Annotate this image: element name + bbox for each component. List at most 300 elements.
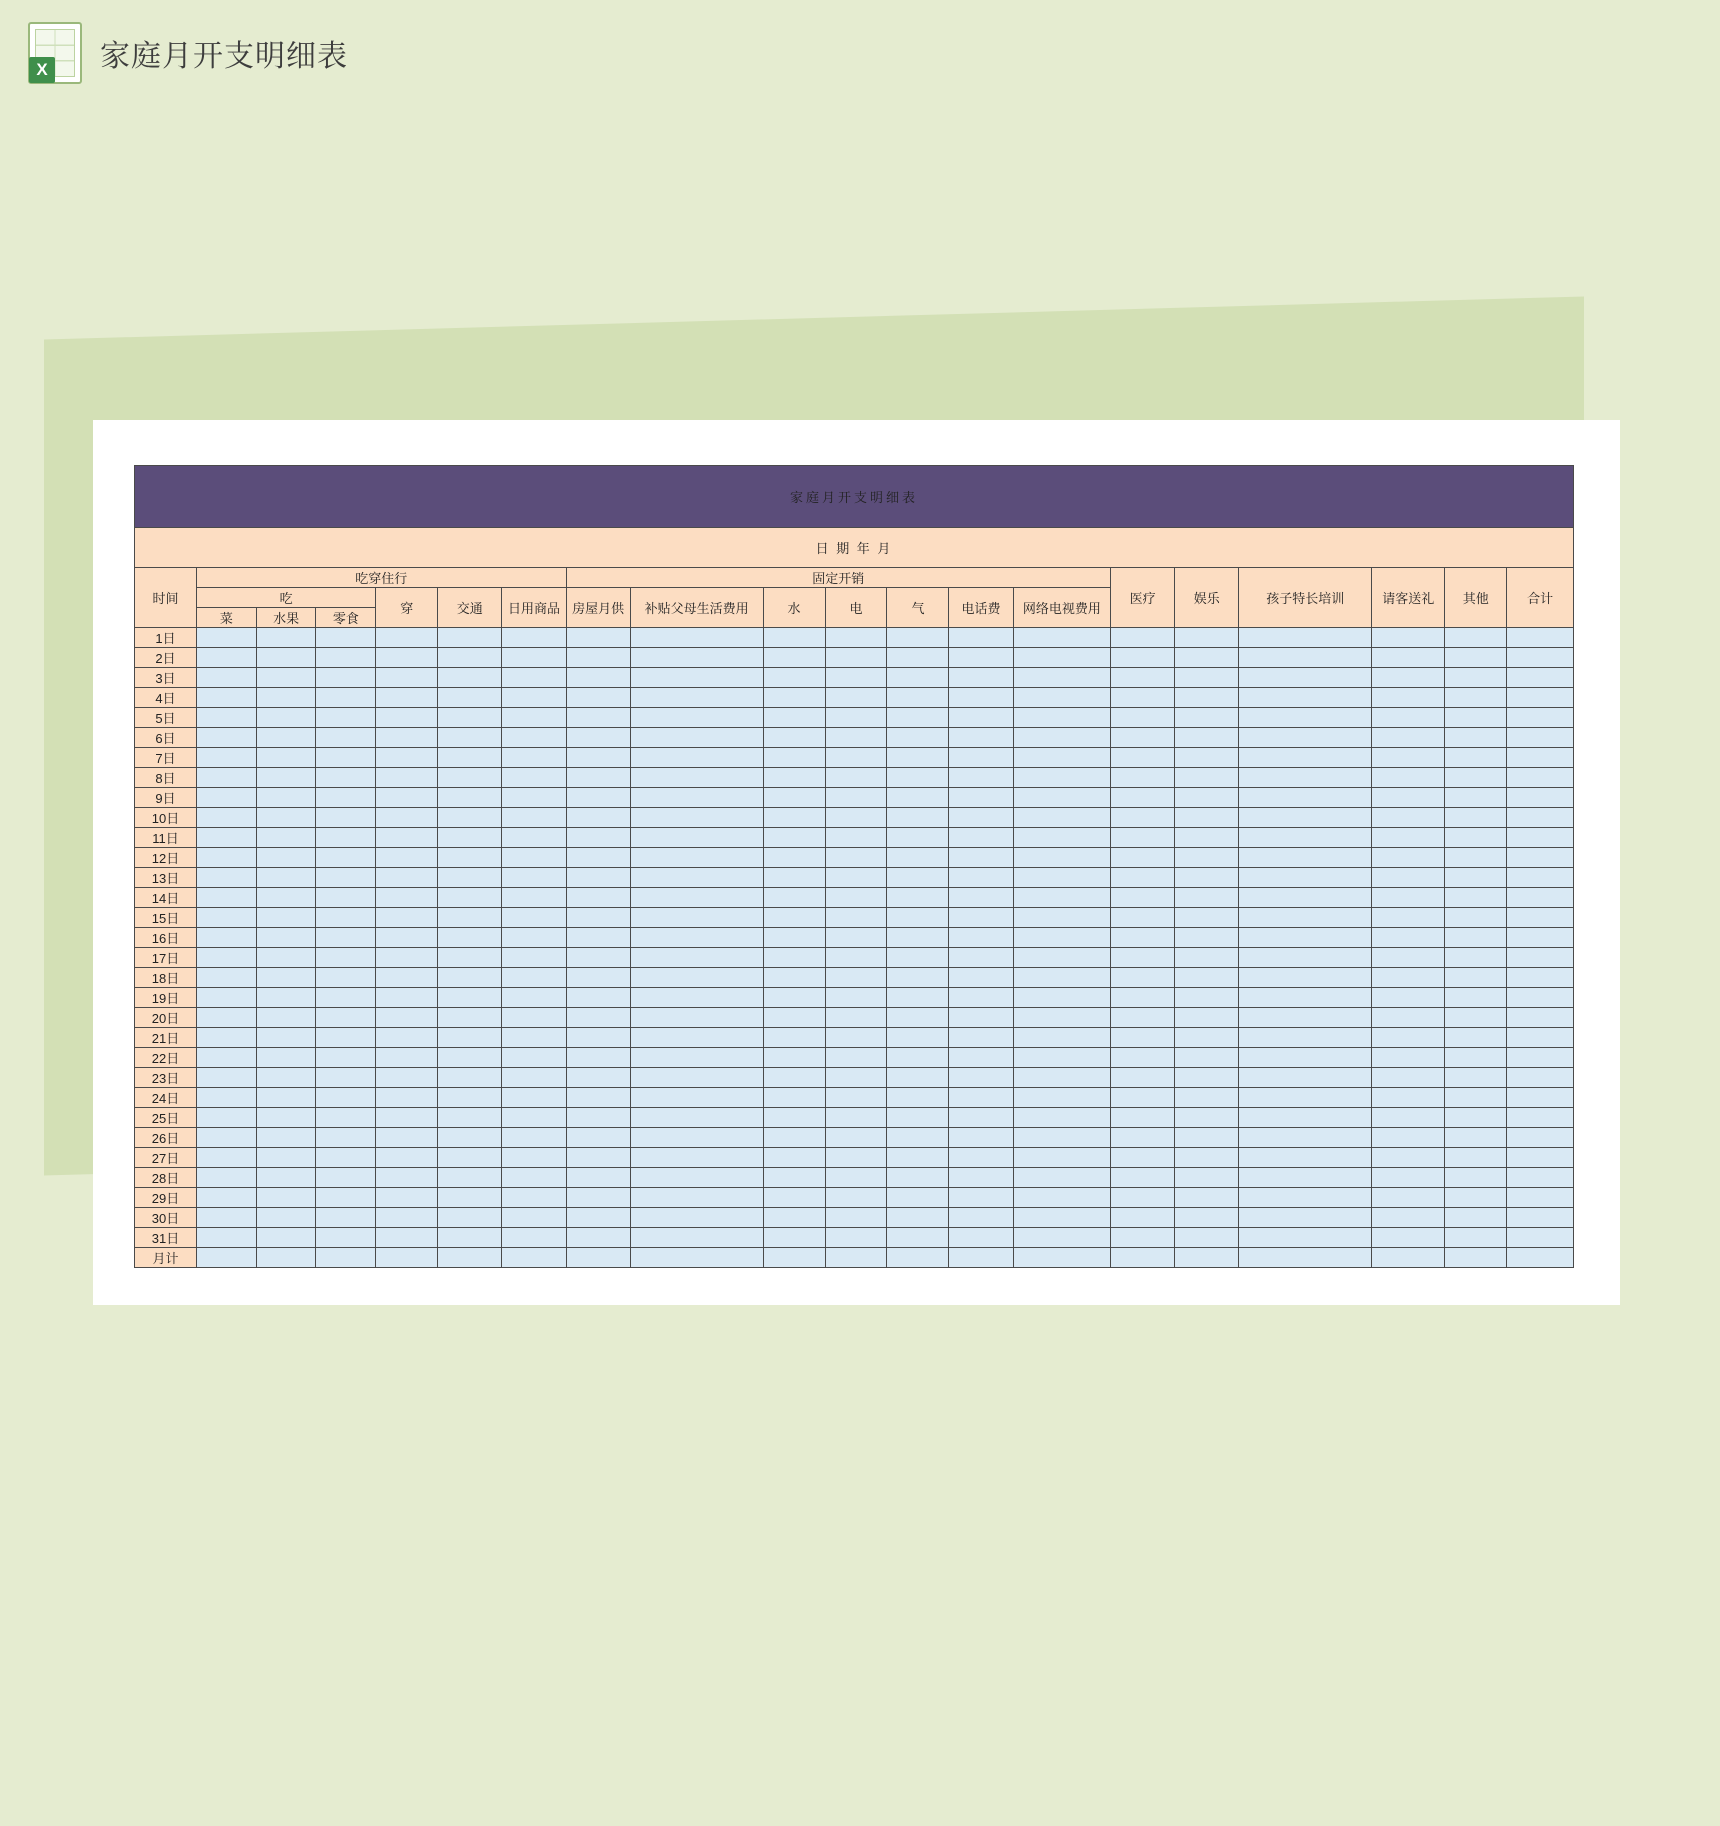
data-cell[interactable] xyxy=(1111,848,1175,868)
data-cell[interactable] xyxy=(256,728,316,748)
data-cell[interactable] xyxy=(196,1048,256,1068)
data-cell[interactable] xyxy=(949,1008,1013,1028)
data-cell[interactable] xyxy=(196,848,256,868)
data-cell[interactable] xyxy=(438,788,502,808)
data-cell[interactable] xyxy=(376,908,438,928)
data-cell[interactable] xyxy=(1372,888,1445,908)
data-cell[interactable] xyxy=(502,648,566,668)
data-cell[interactable] xyxy=(630,848,763,868)
data-cell[interactable] xyxy=(502,708,566,728)
data-cell[interactable] xyxy=(256,1228,316,1248)
data-cell[interactable] xyxy=(316,1028,376,1048)
data-cell[interactable] xyxy=(196,868,256,888)
data-cell[interactable] xyxy=(376,1248,438,1268)
data-cell[interactable] xyxy=(1239,648,1372,668)
data-cell[interactable] xyxy=(1372,688,1445,708)
data-cell[interactable] xyxy=(825,848,887,868)
data-cell[interactable] xyxy=(1445,788,1507,808)
data-cell[interactable] xyxy=(1013,888,1110,908)
data-cell[interactable] xyxy=(1507,1088,1574,1108)
date-field[interactable]: 日 期 年 月 xyxy=(135,528,1574,568)
data-cell[interactable] xyxy=(949,748,1013,768)
data-cell[interactable] xyxy=(949,1028,1013,1048)
data-cell[interactable] xyxy=(1111,1008,1175,1028)
data-cell[interactable] xyxy=(1239,848,1372,868)
data-cell[interactable] xyxy=(1239,828,1372,848)
data-cell[interactable] xyxy=(566,848,630,868)
data-cell[interactable] xyxy=(316,888,376,908)
data-cell[interactable] xyxy=(1239,1188,1372,1208)
data-cell[interactable] xyxy=(630,728,763,748)
data-cell[interactable] xyxy=(1175,868,1239,888)
data-cell[interactable] xyxy=(1175,1228,1239,1248)
data-cell[interactable] xyxy=(949,1128,1013,1148)
data-cell[interactable] xyxy=(1013,1148,1110,1168)
data-cell[interactable] xyxy=(1111,828,1175,848)
data-cell[interactable] xyxy=(630,1008,763,1028)
data-cell[interactable] xyxy=(630,688,763,708)
data-cell[interactable] xyxy=(1372,1228,1445,1248)
data-cell[interactable] xyxy=(763,1068,825,1088)
data-cell[interactable] xyxy=(256,808,316,828)
data-cell[interactable] xyxy=(763,1008,825,1028)
data-cell[interactable] xyxy=(825,688,887,708)
data-cell[interactable] xyxy=(376,1228,438,1248)
data-cell[interactable] xyxy=(316,988,376,1008)
data-cell[interactable] xyxy=(763,788,825,808)
data-cell[interactable] xyxy=(949,628,1013,648)
data-cell[interactable] xyxy=(1175,1028,1239,1048)
data-cell[interactable] xyxy=(1507,688,1574,708)
data-cell[interactable] xyxy=(438,1088,502,1108)
data-cell[interactable] xyxy=(763,748,825,768)
data-cell[interactable] xyxy=(566,928,630,948)
data-cell[interactable] xyxy=(438,808,502,828)
data-cell[interactable] xyxy=(887,1248,949,1268)
data-cell[interactable] xyxy=(196,1108,256,1128)
data-cell[interactable] xyxy=(887,1128,949,1148)
data-cell[interactable] xyxy=(316,1108,376,1128)
data-cell[interactable] xyxy=(630,808,763,828)
data-cell[interactable] xyxy=(763,848,825,868)
data-cell[interactable] xyxy=(376,1108,438,1128)
data-cell[interactable] xyxy=(566,828,630,848)
data-cell[interactable] xyxy=(1507,788,1574,808)
data-cell[interactable] xyxy=(1111,928,1175,948)
data-cell[interactable] xyxy=(1372,1108,1445,1128)
data-cell[interactable] xyxy=(1445,808,1507,828)
data-cell[interactable] xyxy=(438,908,502,928)
data-cell[interactable] xyxy=(887,1008,949,1028)
data-cell[interactable] xyxy=(630,908,763,928)
data-cell[interactable] xyxy=(438,668,502,688)
data-cell[interactable] xyxy=(1372,1148,1445,1168)
data-cell[interactable] xyxy=(1372,948,1445,968)
data-cell[interactable] xyxy=(1239,948,1372,968)
data-cell[interactable] xyxy=(1013,928,1110,948)
data-cell[interactable] xyxy=(566,888,630,908)
data-cell[interactable] xyxy=(1111,1228,1175,1248)
data-cell[interactable] xyxy=(438,1108,502,1128)
data-cell[interactable] xyxy=(763,1168,825,1188)
data-cell[interactable] xyxy=(1175,728,1239,748)
data-cell[interactable] xyxy=(887,1068,949,1088)
data-cell[interactable] xyxy=(1175,1068,1239,1088)
data-cell[interactable] xyxy=(502,928,566,948)
data-cell[interactable] xyxy=(630,1028,763,1048)
data-cell[interactable] xyxy=(763,988,825,1008)
data-cell[interactable] xyxy=(763,1028,825,1048)
data-cell[interactable] xyxy=(196,828,256,848)
data-cell[interactable] xyxy=(1175,708,1239,728)
data-cell[interactable] xyxy=(376,688,438,708)
data-cell[interactable] xyxy=(502,688,566,708)
data-cell[interactable] xyxy=(256,948,316,968)
data-cell[interactable] xyxy=(376,988,438,1008)
data-cell[interactable] xyxy=(1013,868,1110,888)
data-cell[interactable] xyxy=(1445,1208,1507,1228)
data-cell[interactable] xyxy=(376,1068,438,1088)
data-cell[interactable] xyxy=(1111,1188,1175,1208)
data-cell[interactable] xyxy=(825,1248,887,1268)
data-cell[interactable] xyxy=(566,808,630,828)
data-cell[interactable] xyxy=(256,748,316,768)
data-cell[interactable] xyxy=(763,1108,825,1128)
data-cell[interactable] xyxy=(316,1188,376,1208)
data-cell[interactable] xyxy=(438,688,502,708)
data-cell[interactable] xyxy=(763,648,825,668)
data-cell[interactable] xyxy=(376,828,438,848)
data-cell[interactable] xyxy=(196,708,256,728)
data-cell[interactable] xyxy=(1013,848,1110,868)
data-cell[interactable] xyxy=(949,808,1013,828)
data-cell[interactable] xyxy=(1013,688,1110,708)
data-cell[interactable] xyxy=(825,908,887,928)
data-cell[interactable] xyxy=(825,1108,887,1128)
data-cell[interactable] xyxy=(1239,628,1372,648)
data-cell[interactable] xyxy=(1445,1128,1507,1148)
data-cell[interactable] xyxy=(630,748,763,768)
data-cell[interactable] xyxy=(949,968,1013,988)
data-cell[interactable] xyxy=(196,788,256,808)
data-cell[interactable] xyxy=(1175,788,1239,808)
data-cell[interactable] xyxy=(566,908,630,928)
data-cell[interactable] xyxy=(1175,1248,1239,1268)
data-cell[interactable] xyxy=(1175,1088,1239,1108)
data-cell[interactable] xyxy=(502,988,566,1008)
data-cell[interactable] xyxy=(376,748,438,768)
data-cell[interactable] xyxy=(502,1028,566,1048)
data-cell[interactable] xyxy=(949,848,1013,868)
data-cell[interactable] xyxy=(1507,1108,1574,1128)
data-cell[interactable] xyxy=(763,1208,825,1228)
data-cell[interactable] xyxy=(1175,948,1239,968)
data-cell[interactable] xyxy=(887,828,949,848)
data-cell[interactable] xyxy=(566,948,630,968)
data-cell[interactable] xyxy=(887,1188,949,1208)
data-cell[interactable] xyxy=(196,1248,256,1268)
data-cell[interactable] xyxy=(316,648,376,668)
data-cell[interactable] xyxy=(1445,1168,1507,1188)
data-cell[interactable] xyxy=(630,968,763,988)
data-cell[interactable] xyxy=(825,668,887,688)
data-cell[interactable] xyxy=(502,788,566,808)
data-cell[interactable] xyxy=(1111,728,1175,748)
data-cell[interactable] xyxy=(256,1248,316,1268)
data-cell[interactable] xyxy=(256,1048,316,1068)
data-cell[interactable] xyxy=(1445,1108,1507,1128)
data-cell[interactable] xyxy=(825,1188,887,1208)
data-cell[interactable] xyxy=(1372,648,1445,668)
data-cell[interactable] xyxy=(256,1108,316,1128)
data-cell[interactable] xyxy=(438,988,502,1008)
data-cell[interactable] xyxy=(1175,668,1239,688)
data-cell[interactable] xyxy=(887,1148,949,1168)
data-cell[interactable] xyxy=(630,1068,763,1088)
data-cell[interactable] xyxy=(376,768,438,788)
data-cell[interactable] xyxy=(763,668,825,688)
data-cell[interactable] xyxy=(1111,988,1175,1008)
data-cell[interactable] xyxy=(630,1188,763,1208)
data-cell[interactable] xyxy=(949,1188,1013,1208)
data-cell[interactable] xyxy=(763,888,825,908)
data-cell[interactable] xyxy=(887,688,949,708)
data-cell[interactable] xyxy=(887,1048,949,1068)
data-cell[interactable] xyxy=(1239,888,1372,908)
data-cell[interactable] xyxy=(438,848,502,868)
data-cell[interactable] xyxy=(1013,1128,1110,1148)
data-cell[interactable] xyxy=(949,868,1013,888)
data-cell[interactable] xyxy=(502,1148,566,1168)
data-cell[interactable] xyxy=(630,888,763,908)
data-cell[interactable] xyxy=(566,708,630,728)
data-cell[interactable] xyxy=(1507,768,1574,788)
data-cell[interactable] xyxy=(763,728,825,748)
data-cell[interactable] xyxy=(825,788,887,808)
data-cell[interactable] xyxy=(502,808,566,828)
data-cell[interactable] xyxy=(1507,628,1574,648)
data-cell[interactable] xyxy=(376,728,438,748)
data-cell[interactable] xyxy=(825,1008,887,1028)
data-cell[interactable] xyxy=(887,948,949,968)
data-cell[interactable] xyxy=(316,1248,376,1268)
data-cell[interactable] xyxy=(949,1168,1013,1188)
data-cell[interactable] xyxy=(1175,828,1239,848)
data-cell[interactable] xyxy=(196,948,256,968)
data-cell[interactable] xyxy=(1445,868,1507,888)
data-cell[interactable] xyxy=(825,1068,887,1088)
data-cell[interactable] xyxy=(316,848,376,868)
data-cell[interactable] xyxy=(196,748,256,768)
data-cell[interactable] xyxy=(1013,968,1110,988)
data-cell[interactable] xyxy=(1013,808,1110,828)
data-cell[interactable] xyxy=(949,988,1013,1008)
data-cell[interactable] xyxy=(316,1208,376,1228)
data-cell[interactable] xyxy=(1445,1008,1507,1028)
data-cell[interactable] xyxy=(1372,1048,1445,1068)
data-cell[interactable] xyxy=(316,908,376,928)
data-cell[interactable] xyxy=(1111,1048,1175,1068)
data-cell[interactable] xyxy=(438,628,502,648)
data-cell[interactable] xyxy=(1445,668,1507,688)
data-cell[interactable] xyxy=(502,1108,566,1128)
data-cell[interactable] xyxy=(566,968,630,988)
data-cell[interactable] xyxy=(1445,1068,1507,1088)
data-cell[interactable] xyxy=(1507,1208,1574,1228)
data-cell[interactable] xyxy=(438,1028,502,1048)
data-cell[interactable] xyxy=(949,1208,1013,1228)
data-cell[interactable] xyxy=(763,688,825,708)
data-cell[interactable] xyxy=(630,1048,763,1068)
data-cell[interactable] xyxy=(1013,1028,1110,1048)
data-cell[interactable] xyxy=(196,928,256,948)
data-cell[interactable] xyxy=(825,988,887,1008)
data-cell[interactable] xyxy=(1175,1188,1239,1208)
data-cell[interactable] xyxy=(438,1048,502,1068)
data-cell[interactable] xyxy=(1175,888,1239,908)
data-cell[interactable] xyxy=(1239,1168,1372,1188)
data-cell[interactable] xyxy=(316,828,376,848)
data-cell[interactable] xyxy=(438,1068,502,1088)
data-cell[interactable] xyxy=(1239,1008,1372,1028)
data-cell[interactable] xyxy=(376,1168,438,1188)
data-cell[interactable] xyxy=(376,968,438,988)
data-cell[interactable] xyxy=(1445,948,1507,968)
data-cell[interactable] xyxy=(256,1128,316,1148)
data-cell[interactable] xyxy=(825,948,887,968)
data-cell[interactable] xyxy=(566,1048,630,1068)
data-cell[interactable] xyxy=(1175,768,1239,788)
data-cell[interactable] xyxy=(1111,808,1175,828)
data-cell[interactable] xyxy=(566,1108,630,1128)
data-cell[interactable] xyxy=(376,708,438,728)
data-cell[interactable] xyxy=(196,1088,256,1108)
data-cell[interactable] xyxy=(1507,1128,1574,1148)
data-cell[interactable] xyxy=(1372,908,1445,928)
data-cell[interactable] xyxy=(1507,1008,1574,1028)
data-cell[interactable] xyxy=(1445,1228,1507,1248)
data-cell[interactable] xyxy=(566,1028,630,1048)
data-cell[interactable] xyxy=(196,1128,256,1148)
data-cell[interactable] xyxy=(1507,888,1574,908)
data-cell[interactable] xyxy=(949,1088,1013,1108)
data-cell[interactable] xyxy=(1372,1208,1445,1228)
data-cell[interactable] xyxy=(502,1208,566,1228)
data-cell[interactable] xyxy=(1013,908,1110,928)
data-cell[interactable] xyxy=(1239,1248,1372,1268)
data-cell[interactable] xyxy=(256,828,316,848)
data-cell[interactable] xyxy=(1239,808,1372,828)
data-cell[interactable] xyxy=(1013,768,1110,788)
data-cell[interactable] xyxy=(949,948,1013,968)
data-cell[interactable] xyxy=(825,628,887,648)
data-cell[interactable] xyxy=(1445,908,1507,928)
data-cell[interactable] xyxy=(502,888,566,908)
data-cell[interactable] xyxy=(1372,748,1445,768)
data-cell[interactable] xyxy=(438,1168,502,1188)
data-cell[interactable] xyxy=(566,788,630,808)
data-cell[interactable] xyxy=(196,1028,256,1048)
data-cell[interactable] xyxy=(630,648,763,668)
data-cell[interactable] xyxy=(502,968,566,988)
data-cell[interactable] xyxy=(825,808,887,828)
data-cell[interactable] xyxy=(256,648,316,668)
data-cell[interactable] xyxy=(949,768,1013,788)
data-cell[interactable] xyxy=(887,928,949,948)
data-cell[interactable] xyxy=(630,1208,763,1228)
data-cell[interactable] xyxy=(256,788,316,808)
data-cell[interactable] xyxy=(1445,928,1507,948)
data-cell[interactable] xyxy=(763,1128,825,1148)
data-cell[interactable] xyxy=(1013,748,1110,768)
data-cell[interactable] xyxy=(1111,968,1175,988)
data-cell[interactable] xyxy=(1013,1168,1110,1188)
data-cell[interactable] xyxy=(1372,848,1445,868)
data-cell[interactable] xyxy=(763,868,825,888)
data-cell[interactable] xyxy=(316,948,376,968)
data-cell[interactable] xyxy=(256,868,316,888)
data-cell[interactable] xyxy=(502,1248,566,1268)
data-cell[interactable] xyxy=(256,628,316,648)
data-cell[interactable] xyxy=(1111,1068,1175,1088)
data-cell[interactable] xyxy=(1507,1228,1574,1248)
data-cell[interactable] xyxy=(1239,1208,1372,1228)
data-cell[interactable] xyxy=(438,828,502,848)
data-cell[interactable] xyxy=(438,888,502,908)
data-cell[interactable] xyxy=(566,1208,630,1228)
data-cell[interactable] xyxy=(949,648,1013,668)
data-cell[interactable] xyxy=(825,748,887,768)
data-cell[interactable] xyxy=(825,1028,887,1048)
data-cell[interactable] xyxy=(1175,1168,1239,1188)
data-cell[interactable] xyxy=(1013,948,1110,968)
data-cell[interactable] xyxy=(1445,688,1507,708)
data-cell[interactable] xyxy=(1507,968,1574,988)
data-cell[interactable] xyxy=(949,928,1013,948)
data-cell[interactable] xyxy=(376,848,438,868)
data-cell[interactable] xyxy=(256,968,316,988)
data-cell[interactable] xyxy=(376,788,438,808)
data-cell[interactable] xyxy=(1239,668,1372,688)
data-cell[interactable] xyxy=(949,1108,1013,1128)
data-cell[interactable] xyxy=(256,1168,316,1188)
data-cell[interactable] xyxy=(1175,648,1239,668)
data-cell[interactable] xyxy=(1013,648,1110,668)
data-cell[interactable] xyxy=(196,768,256,788)
data-cell[interactable] xyxy=(949,788,1013,808)
data-cell[interactable] xyxy=(316,788,376,808)
data-cell[interactable] xyxy=(502,908,566,928)
data-cell[interactable] xyxy=(376,1088,438,1108)
data-cell[interactable] xyxy=(316,748,376,768)
data-cell[interactable] xyxy=(196,808,256,828)
data-cell[interactable] xyxy=(1239,708,1372,728)
data-cell[interactable] xyxy=(1013,628,1110,648)
data-cell[interactable] xyxy=(1445,828,1507,848)
data-cell[interactable] xyxy=(566,1168,630,1188)
data-cell[interactable] xyxy=(1013,1088,1110,1108)
data-cell[interactable] xyxy=(630,988,763,1008)
data-cell[interactable] xyxy=(566,1068,630,1088)
data-cell[interactable] xyxy=(887,748,949,768)
data-cell[interactable] xyxy=(630,1088,763,1108)
data-cell[interactable] xyxy=(1175,988,1239,1008)
data-cell[interactable] xyxy=(256,1148,316,1168)
data-cell[interactable] xyxy=(630,828,763,848)
data-cell[interactable] xyxy=(1013,708,1110,728)
data-cell[interactable] xyxy=(502,1048,566,1068)
data-cell[interactable] xyxy=(376,1008,438,1028)
